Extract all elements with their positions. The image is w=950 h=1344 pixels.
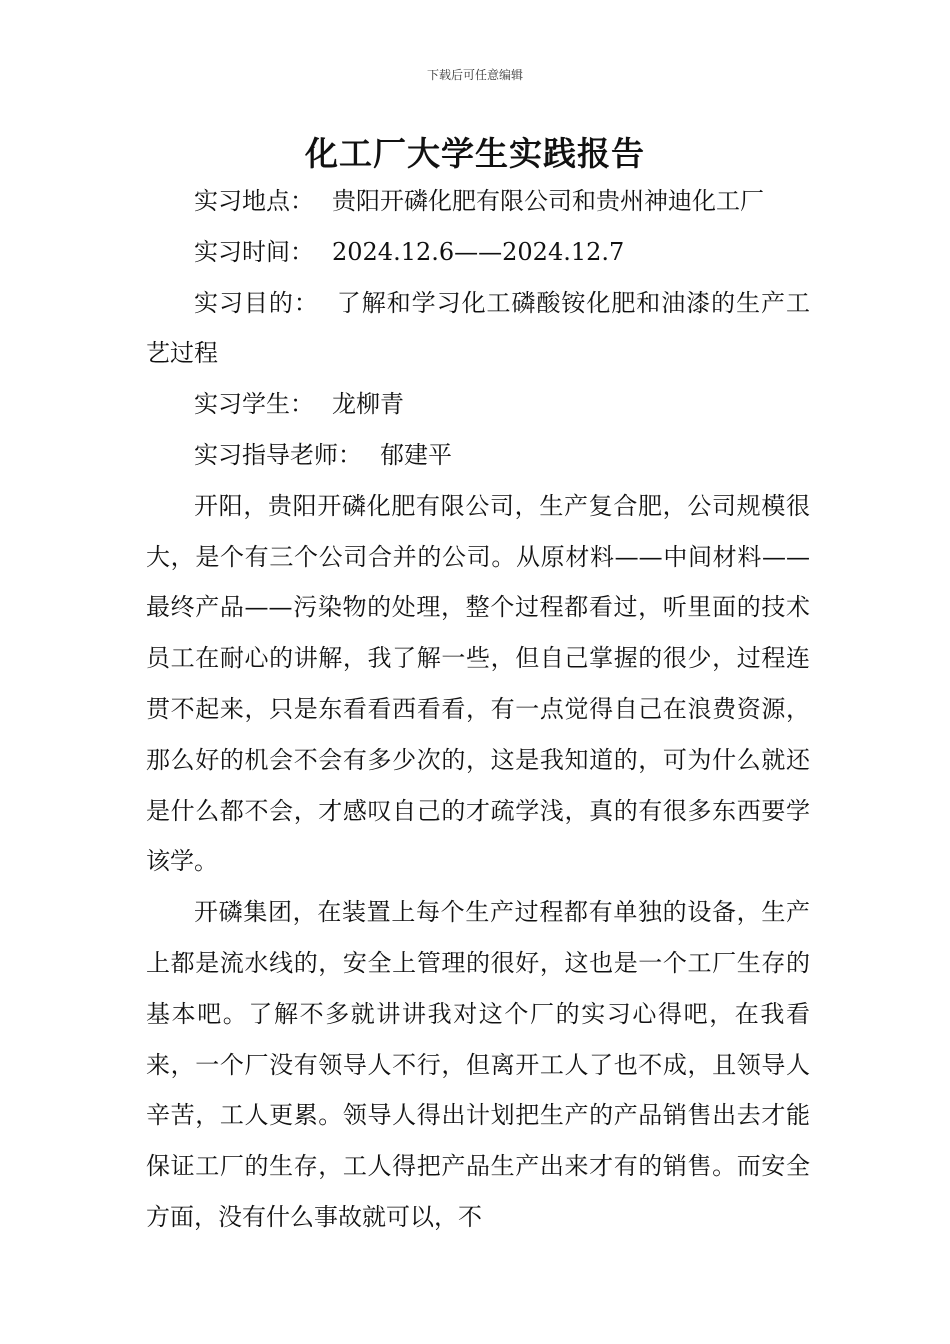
info-student	[146, 379, 810, 430]
info-location-label: 实习地点：	[194, 187, 314, 215]
info-time-label: 实习时间：	[194, 237, 314, 266]
body-paragraph: 开阳，贵阳开磷化肥有限公司，生产复合肥，公司规模很大，是个有三个公司合并的公司。从原材料——中间材料——最终产品——污染物的处理，整个过程都看过，听里面的技术员工在耐心的讲解，我了解一些，但自己掌握的很少，过程连贯不起来，只是东看看西看看，有一点觉得自己在浪费资源，那么好的机会不会有多少次的，这是我知道的，可为什么就还是什么都不会，才感叹自己的才疏学浅，真的有很多东西要学该学。	[146, 491, 810, 876]
info-location-value: 贵阳开磷化肥有限公司和贵州神迪化工厂	[332, 187, 764, 215]
info-purpose	[146, 278, 810, 380]
info-time	[146, 227, 810, 278]
info-student-label: 实习学生：	[194, 390, 314, 419]
info-purpose-label: 实习目的：	[194, 288, 319, 317]
body-paragraph: 开磷集团，在装置上每个生产过程都有单独的设备，生产上都是流水线的，安全上管理的很好，这也是一个工厂生存的基本吧。了解不多就讲讲我对这个厂的实习心得吧，在我看来，一个厂没有领导人不行，但离开工人了也不成，且领导人辛苦，工人更累。领导人得出计划把生产的产品销售出去才能保证工厂的生存，工人得把产品生产出来才有的销售。而安全方面，没有什么事故就可以，不	[146, 898, 810, 1231]
info-teacher	[146, 430, 810, 481]
info-purpose-value: 了解和学习化工磷酸铵化肥和油漆的生产工艺过程	[146, 288, 811, 368]
info-student-value: 龙柳青	[332, 390, 404, 419]
page-title: 化工厂大学生实践报告	[305, 134, 645, 173]
document-body	[146, 176, 810, 1243]
info-teacher-label: 实习指导老师：	[194, 440, 362, 469]
info-time-value: 2024.12.6——2024.12.7	[332, 237, 625, 266]
info-location	[146, 176, 810, 227]
header-note: 下载后可任意编辑	[426, 68, 523, 82]
info-teacher-value: 郁建平	[380, 440, 452, 469]
